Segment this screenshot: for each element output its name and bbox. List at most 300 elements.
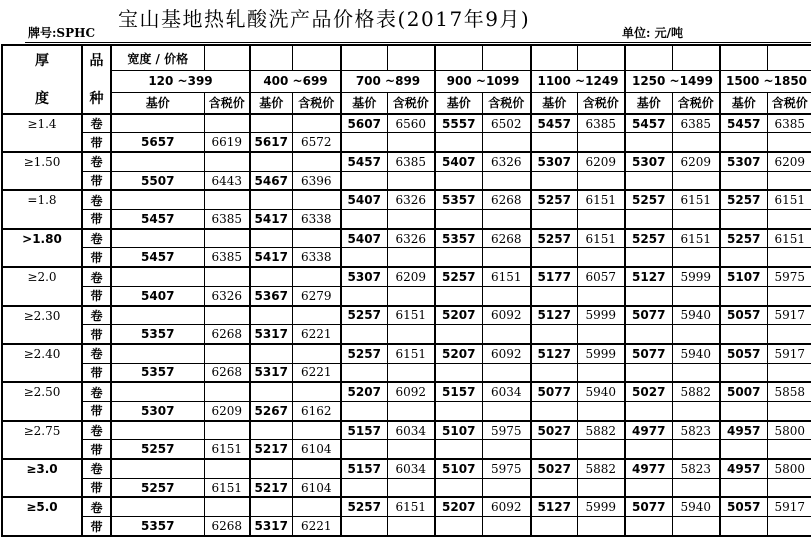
tax-price-cell (387, 133, 435, 152)
tax-price-cell (292, 421, 341, 440)
header-spacer-cell (720, 45, 767, 71)
tax-price-cell (672, 171, 720, 190)
base-price-cell: 5157 (341, 459, 387, 478)
base-price-cell: 5127 (531, 344, 577, 363)
base-price-cell: 5367 (250, 286, 292, 305)
base-price-cell: 5457 (531, 114, 577, 133)
base-price-cell: 5077 (625, 306, 672, 325)
base-price-cell (111, 152, 204, 171)
base-price-cell: 5207 (435, 344, 482, 363)
base-price-cell (250, 306, 292, 325)
base-price-cell: 5257 (111, 478, 204, 497)
base-price-header: 基价 (111, 92, 204, 113)
tax-price-cell (292, 306, 341, 325)
tax-price-cell (292, 114, 341, 133)
tax-price-cell: 5999 (577, 344, 625, 363)
tax-price-cell: 6151 (767, 229, 811, 248)
tax-price-cell: 6326 (482, 152, 531, 171)
tax-price-cell (577, 248, 625, 267)
tax-price-cell: 5999 (577, 306, 625, 325)
base-price-cell (341, 325, 387, 344)
base-price-cell: 5257 (111, 440, 204, 459)
tax-price-cell (387, 248, 435, 267)
tax-price-cell (767, 440, 811, 459)
base-price-cell: 5267 (250, 401, 292, 420)
tax-price-header: 含税价 (577, 92, 625, 113)
tax-price-cell: 6619 (204, 133, 250, 152)
tax-price-cell: 6209 (204, 401, 250, 420)
tax-price-cell (482, 286, 531, 305)
tax-price-cell (577, 440, 625, 459)
base-price-cell: 5357 (111, 517, 204, 536)
width-range-header: 1250 ~1499 (625, 71, 720, 92)
type-label-strip: 带 (82, 248, 111, 267)
base-price-cell (625, 517, 672, 536)
thickness-label: ≥2.50 (2, 382, 82, 420)
tax-price-cell (387, 440, 435, 459)
tax-price-cell: 6209 (387, 267, 435, 286)
base-price-cell (720, 325, 767, 344)
type-label-coil: 卷 (82, 152, 111, 171)
base-price-cell: 5407 (341, 229, 387, 248)
base-price-cell: 5257 (625, 190, 672, 209)
base-price-cell: 5107 (435, 459, 482, 478)
base-price-cell (111, 267, 204, 286)
tax-price-cell: 6268 (482, 190, 531, 209)
tax-price-cell (672, 325, 720, 344)
tax-price-cell: 6034 (387, 421, 435, 440)
base-price-cell: 5407 (435, 152, 482, 171)
tax-price-cell: 6396 (292, 171, 341, 190)
tax-price-cell (204, 344, 250, 363)
base-price-header: 基价 (625, 92, 672, 113)
type-label-strip: 带 (82, 440, 111, 459)
tax-price-cell (767, 478, 811, 497)
base-price-cell (720, 286, 767, 305)
base-price-cell: 5357 (435, 229, 482, 248)
base-price-cell: 5107 (720, 267, 767, 286)
tax-price-cell: 6104 (292, 440, 341, 459)
brand-label: 牌号:SPHC (28, 26, 96, 40)
base-price-cell (111, 190, 204, 209)
tax-price-cell: 5940 (577, 382, 625, 401)
base-price-cell: 4957 (720, 421, 767, 440)
base-price-cell: 5157 (435, 382, 482, 401)
base-price-cell (720, 401, 767, 420)
base-price-cell (341, 133, 387, 152)
header-spacer-cell (204, 45, 250, 71)
type-label-coil: 卷 (82, 459, 111, 478)
tax-price-cell (204, 306, 250, 325)
base-price-cell: 5257 (341, 306, 387, 325)
tax-price-cell (482, 440, 531, 459)
tax-price-cell (672, 478, 720, 497)
tax-price-cell: 6326 (387, 229, 435, 248)
base-price-cell: 5607 (341, 114, 387, 133)
base-price-cell (625, 171, 672, 190)
tax-price-cell: 6151 (482, 267, 531, 286)
tax-price-cell: 6162 (292, 401, 341, 420)
base-price-cell (625, 133, 672, 152)
base-price-cell: 5027 (531, 459, 577, 478)
type-header-bottom: 种 (89, 91, 104, 108)
base-price-cell (341, 401, 387, 420)
tax-price-cell (767, 517, 811, 536)
type-label-strip: 带 (82, 286, 111, 305)
type-column-header (82, 45, 111, 114)
base-price-cell: 5357 (111, 325, 204, 344)
tax-price-cell (577, 133, 625, 152)
tax-price-cell (767, 133, 811, 152)
tax-price-cell: 6268 (482, 229, 531, 248)
tax-price-cell (387, 478, 435, 497)
tax-price-cell: 6151 (387, 306, 435, 325)
tax-price-cell (204, 152, 250, 171)
base-price-cell (250, 152, 292, 171)
tax-price-header: 含税价 (292, 92, 341, 113)
type-label-strip: 带 (82, 210, 111, 229)
width-range-header: 900 ~1099 (435, 71, 531, 92)
tax-price-cell: 6326 (204, 286, 250, 305)
tax-price-cell (204, 497, 250, 516)
tax-price-cell (387, 210, 435, 229)
tax-price-cell (292, 267, 341, 286)
tax-price-cell (387, 401, 435, 420)
type-label-coil: 卷 (82, 267, 111, 286)
base-price-cell: 5307 (720, 152, 767, 171)
tax-price-header: 含税价 (482, 92, 531, 113)
base-price-cell (435, 363, 482, 382)
base-price-cell: 5257 (435, 267, 482, 286)
base-price-cell: 5307 (625, 152, 672, 171)
tax-price-cell (577, 325, 625, 344)
base-price-cell (531, 248, 577, 267)
header-spacer-cell (625, 45, 672, 71)
tax-price-cell: 6338 (292, 248, 341, 267)
tax-price-cell (204, 229, 250, 248)
tax-price-cell (577, 171, 625, 190)
tax-price-cell (292, 152, 341, 171)
type-label-coil: 卷 (82, 190, 111, 209)
type-label-strip: 带 (82, 171, 111, 190)
tax-price-cell (672, 248, 720, 267)
base-price-cell: 5357 (435, 190, 482, 209)
thickness-label: ≥2.75 (2, 421, 82, 459)
base-price-cell (341, 210, 387, 229)
tax-price-cell (767, 401, 811, 420)
type-label-coil: 卷 (82, 229, 111, 248)
base-price-cell (531, 286, 577, 305)
tax-price-cell: 6092 (482, 497, 531, 516)
base-price-header: 基价 (250, 92, 292, 113)
tax-price-cell (672, 286, 720, 305)
tax-price-cell: 5999 (672, 267, 720, 286)
base-price-cell (625, 363, 672, 382)
tax-price-cell: 6385 (672, 114, 720, 133)
base-price-cell (435, 325, 482, 344)
base-price-cell: 5417 (250, 210, 292, 229)
base-price-cell (250, 421, 292, 440)
tax-price-cell (482, 248, 531, 267)
base-price-cell: 5257 (531, 190, 577, 209)
tax-price-cell: 5975 (482, 421, 531, 440)
thickness-header-bottom: 度 (35, 91, 49, 108)
tax-price-cell (387, 517, 435, 536)
tax-price-cell (672, 363, 720, 382)
base-price-cell (341, 171, 387, 190)
base-price-cell: 5317 (250, 325, 292, 344)
thickness-label: =1.8 (2, 190, 82, 228)
width-price-label: 宽度 / 价格 (111, 45, 204, 71)
base-price-cell (341, 363, 387, 382)
tax-price-cell: 5800 (767, 421, 811, 440)
base-price-cell: 5157 (341, 421, 387, 440)
base-price-cell (250, 344, 292, 363)
base-price-cell: 5057 (720, 344, 767, 363)
tax-price-cell: 5975 (482, 459, 531, 478)
tax-price-cell (292, 497, 341, 516)
base-price-cell (531, 171, 577, 190)
base-price-cell: 5127 (531, 306, 577, 325)
type-label-strip: 带 (82, 478, 111, 497)
header-spacer-cell (531, 45, 577, 71)
tax-price-cell (767, 210, 811, 229)
tax-price-cell: 6151 (204, 440, 250, 459)
base-price-cell (720, 133, 767, 152)
tax-price-cell (577, 210, 625, 229)
width-range-header: 120 ~399 (111, 71, 250, 92)
base-price-cell: 5457 (111, 248, 204, 267)
tax-price-cell: 6502 (482, 114, 531, 133)
tax-price-cell (387, 286, 435, 305)
base-price-cell: 5127 (625, 267, 672, 286)
base-price-cell: 4977 (625, 421, 672, 440)
base-price-cell: 5127 (531, 497, 577, 516)
base-price-cell: 5057 (720, 306, 767, 325)
tax-price-cell (482, 478, 531, 497)
base-price-cell (531, 133, 577, 152)
tax-price-cell: 6151 (577, 229, 625, 248)
base-price-cell (435, 517, 482, 536)
width-range-header: 1100 ~1249 (531, 71, 625, 92)
tax-price-cell: 6151 (387, 497, 435, 516)
meta-row (25, 26, 811, 43)
tax-price-header: 含税价 (767, 92, 811, 113)
thickness-label: ≥1.4 (2, 114, 82, 152)
base-price-cell (625, 325, 672, 344)
tax-price-header: 含税价 (387, 92, 435, 113)
base-price-cell: 5357 (111, 363, 204, 382)
base-price-cell (625, 286, 672, 305)
base-price-cell (250, 267, 292, 286)
header-spacer-cell (292, 45, 341, 71)
base-price-cell: 5457 (111, 210, 204, 229)
tax-price-cell: 6560 (387, 114, 435, 133)
thickness-label: ≥2.30 (2, 306, 82, 344)
base-price-cell: 5657 (111, 133, 204, 152)
base-price-cell (435, 171, 482, 190)
type-label-coil: 卷 (82, 497, 111, 516)
tax-price-cell: 6268 (204, 517, 250, 536)
base-price-cell (720, 248, 767, 267)
base-price-cell (531, 517, 577, 536)
tax-price-cell (672, 401, 720, 420)
tax-price-cell: 6034 (387, 459, 435, 478)
header-spacer-cell (250, 45, 292, 71)
tax-price-cell: 6268 (204, 363, 250, 382)
tax-price-cell: 5917 (767, 306, 811, 325)
width-range-header: 400 ~699 (250, 71, 341, 92)
tax-price-cell: 6221 (292, 363, 341, 382)
tax-price-cell (482, 363, 531, 382)
tax-price-cell (204, 114, 250, 133)
type-label-coil: 卷 (82, 306, 111, 325)
base-price-cell: 5457 (625, 114, 672, 133)
type-label-strip: 带 (82, 363, 111, 382)
base-price-cell: 5257 (531, 229, 577, 248)
tax-price-cell (204, 459, 250, 478)
tax-price-cell: 5940 (672, 497, 720, 516)
base-price-cell: 5207 (435, 497, 482, 516)
base-price-cell (720, 210, 767, 229)
base-price-cell (435, 401, 482, 420)
base-price-cell: 5077 (625, 344, 672, 363)
base-price-header: 基价 (435, 92, 482, 113)
base-price-cell: 5077 (625, 497, 672, 516)
type-label-strip: 带 (82, 133, 111, 152)
tax-price-cell: 6057 (577, 267, 625, 286)
tax-price-cell (577, 478, 625, 497)
tax-price-cell: 6385 (577, 114, 625, 133)
tax-price-cell (292, 229, 341, 248)
base-price-cell (531, 440, 577, 459)
base-price-cell: 5217 (250, 478, 292, 497)
tax-price-cell (387, 171, 435, 190)
type-label-strip: 带 (82, 401, 111, 420)
tax-price-cell (767, 171, 811, 190)
base-price-cell (250, 497, 292, 516)
base-price-cell: 5077 (531, 382, 577, 401)
width-range-header: 700 ~899 (341, 71, 435, 92)
tax-price-cell (577, 363, 625, 382)
header-spacer-cell (767, 45, 811, 71)
header-spacer-cell (672, 45, 720, 71)
tax-price-cell (292, 190, 341, 209)
base-price-cell (341, 478, 387, 497)
header-spacer-cell (341, 45, 387, 71)
header-spacer-cell (482, 45, 531, 71)
price-table (1, 44, 811, 537)
base-price-cell: 5027 (625, 382, 672, 401)
tax-price-cell: 6104 (292, 478, 341, 497)
tax-price-cell: 6092 (482, 306, 531, 325)
tax-price-cell: 5882 (577, 459, 625, 478)
base-price-cell: 5307 (531, 152, 577, 171)
base-price-cell: 5457 (341, 152, 387, 171)
tax-price-cell (204, 421, 250, 440)
thickness-header-top: 厚 (35, 53, 49, 70)
tax-price-cell (482, 517, 531, 536)
tax-price-cell: 5823 (672, 459, 720, 478)
tax-price-cell (292, 344, 341, 363)
type-label-strip: 带 (82, 517, 111, 536)
base-price-cell (250, 190, 292, 209)
thickness-column-header (2, 45, 82, 114)
tax-price-cell: 6268 (204, 325, 250, 344)
tax-price-cell: 6209 (672, 152, 720, 171)
tax-price-cell (292, 382, 341, 401)
header-spacer-cell (577, 45, 625, 71)
tax-price-cell: 6092 (387, 382, 435, 401)
base-price-cell (435, 210, 482, 229)
base-price-cell (250, 229, 292, 248)
base-price-cell: 5007 (720, 382, 767, 401)
tax-price-cell (672, 440, 720, 459)
tax-price-cell (767, 363, 811, 382)
tax-price-cell (204, 190, 250, 209)
tax-price-cell (204, 382, 250, 401)
tax-price-header: 含税价 (672, 92, 720, 113)
base-price-cell: 5557 (435, 114, 482, 133)
tax-price-cell: 6034 (482, 382, 531, 401)
tax-price-cell: 6443 (204, 171, 250, 190)
tax-price-cell (482, 210, 531, 229)
unit-label: 单位: 元/吨 (622, 26, 683, 40)
tax-price-cell: 6221 (292, 325, 341, 344)
base-price-cell (111, 459, 204, 478)
tax-price-cell: 6326 (387, 190, 435, 209)
base-price-cell: 5407 (111, 286, 204, 305)
base-price-cell: 5027 (531, 421, 577, 440)
tax-price-cell (204, 267, 250, 286)
base-price-cell (720, 517, 767, 536)
base-price-cell (250, 114, 292, 133)
tax-price-cell (482, 133, 531, 152)
tax-price-cell: 5917 (767, 344, 811, 363)
base-price-cell (111, 229, 204, 248)
base-price-cell (435, 248, 482, 267)
base-price-cell (435, 133, 482, 152)
base-price-cell (531, 478, 577, 497)
base-price-cell: 5207 (341, 382, 387, 401)
base-price-cell: 5317 (250, 517, 292, 536)
tax-price-cell: 6385 (387, 152, 435, 171)
tax-price-cell (767, 325, 811, 344)
thickness-label: ≥3.0 (2, 459, 82, 497)
tax-price-cell: 6151 (204, 478, 250, 497)
base-price-cell (111, 114, 204, 133)
tax-price-cell: 5858 (767, 382, 811, 401)
base-price-cell (720, 171, 767, 190)
base-price-cell (625, 248, 672, 267)
tax-price-cell: 6279 (292, 286, 341, 305)
tax-price-cell: 5975 (767, 267, 811, 286)
base-price-cell (625, 401, 672, 420)
thickness-label: >1.80 (2, 229, 82, 267)
tax-price-cell: 6385 (767, 114, 811, 133)
base-price-cell (720, 478, 767, 497)
tax-price-cell (672, 210, 720, 229)
base-price-cell: 5057 (720, 497, 767, 516)
base-price-cell (111, 497, 204, 516)
header-spacer-cell (387, 45, 435, 71)
base-price-cell: 5457 (720, 114, 767, 133)
type-label-strip: 带 (82, 325, 111, 344)
tax-price-cell: 5823 (672, 421, 720, 440)
tax-price-cell (672, 517, 720, 536)
base-price-cell: 5217 (250, 440, 292, 459)
base-price-cell (341, 248, 387, 267)
